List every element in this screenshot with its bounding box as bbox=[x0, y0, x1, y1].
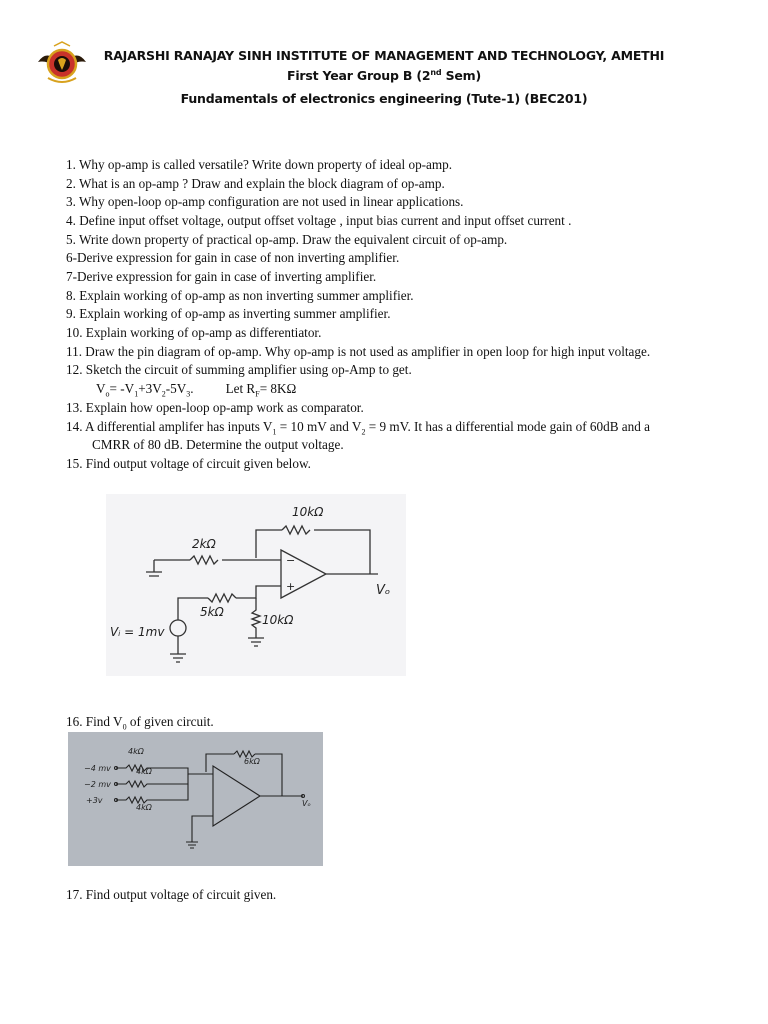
question-9: 9. Explain working of op-amp as inverting summer amplifier. bbox=[66, 306, 391, 321]
question-5: 5. Write down property of practical op-amp. Draw the equivalent circuit of op-amp. bbox=[66, 232, 508, 247]
question-14: 14. A differential amplifer has inputs $V_1 = 10$ mV and $V_2 = 9$ mV. It has a differential mode gain of 60dB and a bbox=[66, 419, 650, 437]
circuit-figure-2 bbox=[68, 732, 323, 866]
question-6: 6-Derive expression for gain in case of non inverting amplifier. bbox=[66, 250, 400, 265]
label-r1: 4kΩ bbox=[128, 747, 144, 756]
label-rf: 6kΩ bbox=[244, 757, 260, 766]
label-r-feedback: 10kΩ bbox=[292, 505, 324, 519]
label-r2: 4kΩ bbox=[136, 767, 152, 776]
question-2: 2. What is an op-amp ? Draw and explain the block diagram of op-amp. bbox=[66, 176, 445, 191]
label-in2: −2 mv bbox=[84, 780, 111, 789]
institute-title: RAJARSHI RANAJAY SINH INSTITUTE OF MANAGEMENT AND TECHNOLOGY, AMETHI bbox=[103, 48, 665, 63]
label-output: Vₒ bbox=[376, 583, 391, 598]
question-8: 8. Explain working of op-amp as non inverting summer amplifier. bbox=[66, 288, 414, 303]
label-inverting: − bbox=[286, 554, 296, 567]
label-r-ground: 10kΩ bbox=[262, 613, 294, 627]
question-17: 17. Find output voltage of circuit given. bbox=[66, 887, 277, 902]
label-output-2: Vₒ bbox=[302, 799, 311, 808]
course-title: Fundamentals of electronics engineering (Tute-1) (BEC201) bbox=[180, 91, 588, 106]
question-1: 1. Why op-amp is called versatile? Write down property of ideal op-amp. bbox=[66, 157, 453, 172]
label-in3: +3v bbox=[86, 796, 103, 805]
question-14-line-2: CMRR of 80 dB. Determine the output voltage. bbox=[92, 437, 344, 452]
question-16: 16. Find $V_0$ of given circuit. bbox=[66, 714, 214, 732]
question-12: 12. Sketch the circuit of summing amplifier using op-Amp to get. bbox=[66, 362, 412, 377]
label-r3: 4kΩ bbox=[136, 803, 152, 812]
question-11: 11. Draw the pin diagram of op-amp. Why op-amp is not used as amplifier in open loop for high input voltage. bbox=[66, 344, 651, 359]
question-4: 4. Define input offset voltage, output offset voltage , input bias current and input offset current . bbox=[66, 213, 572, 228]
circuit-figure-1 bbox=[106, 494, 406, 676]
label-in1: −4 mv bbox=[84, 764, 111, 773]
label-r-in: 2kΩ bbox=[192, 537, 216, 551]
label-r-plus: 5kΩ bbox=[200, 605, 224, 619]
question-10: 10. Explain working of op-amp as differentiator. bbox=[66, 325, 322, 340]
label-source: Vᵢ = 1mv bbox=[110, 625, 165, 639]
question-13: 13. Explain how open-loop op-amp work as comparator. bbox=[66, 400, 364, 415]
question-3: 3. Why open-loop op-amp configuration are not used in linear applications. bbox=[66, 194, 464, 209]
question-15: 15. Find output voltage of circuit given below. bbox=[66, 456, 311, 471]
question-7: 7-Derive expression for gain in case of inverting amplifier. bbox=[66, 269, 377, 284]
label-noninverting: + bbox=[286, 580, 296, 593]
group-line: First Year Group B (2nd Sem) bbox=[287, 68, 481, 84]
question-12-formula: $V_o= -V_1+3V_2-5V_3$. Let $R_F= 8K\Omega$ bbox=[96, 381, 297, 399]
